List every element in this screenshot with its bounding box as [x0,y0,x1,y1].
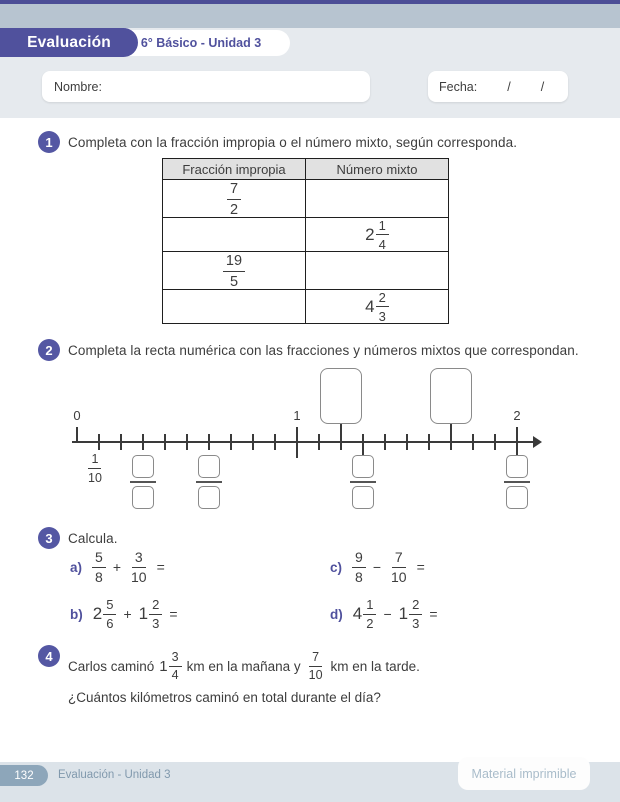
whole-number: 4 [365,296,375,316]
question-1-text: Completa con la fracción impropia o el número mixto, según corresponda. [68,135,518,150]
operator: + [123,606,132,622]
tick [384,434,386,450]
denominator: 10 [308,668,323,682]
tick [252,434,254,450]
fraction [376,291,389,323]
numerator: 1 [376,219,389,236]
date-separator: / [507,79,511,94]
footer-label: Evaluación - Unidad 3 [58,769,171,781]
grade-unit-label: 6° Básico - Unidad 3 [140,36,262,50]
tick [296,427,298,458]
numerator: 1 [363,598,376,615]
numerator: 7 [227,182,241,200]
question-3-text: Calcula. [68,531,118,546]
denominator: 6 [106,616,114,631]
question-4-number [38,645,60,667]
denominator: 2 [366,616,374,631]
text-segment: km en la mañana y [186,658,301,674]
tick [494,434,496,450]
denominator-box[interactable] [506,486,528,509]
numerator-box[interactable] [198,455,220,478]
question-1-number [38,131,60,153]
fraction-table [162,158,449,324]
numerator: 2 [149,598,162,615]
question-1-number-label: 1 [45,134,53,150]
number-line-figure [0,365,620,535]
mixed-number [353,598,377,630]
denominator: 4 [171,668,179,682]
denominator: 8 [355,569,363,585]
fraction [376,219,389,251]
tick [472,434,474,450]
column-header-mixed: Número mixto [306,159,449,180]
tick [208,434,210,450]
fraction-answer-pair [350,455,376,509]
numerator: 19 [223,254,245,272]
fraction [409,598,422,630]
question-4-text-line2: ¿Cuántos kilómetros caminó en total durante el día? [68,690,381,705]
top-band [0,4,620,28]
operator: − [372,559,381,575]
numerator-box[interactable] [132,455,154,478]
numerator: 3 [132,550,146,568]
item-label: d) [330,606,343,622]
equals-sign: = [416,559,425,575]
tick [362,434,364,456]
cell-improper-fraction [163,180,306,218]
fraction [149,598,162,630]
fraction [363,598,376,630]
grade-unit-pill [112,30,290,56]
numerator: 2 [376,291,389,308]
numerator: 5 [92,550,106,568]
date-label: Fecha: [439,79,478,94]
tick [164,434,166,450]
cell-answer-blank[interactable] [306,180,449,218]
fraction [388,550,410,584]
fraction-answer-pair [504,455,530,509]
tick [230,434,232,450]
numerator: 3 [169,651,182,667]
table-row [163,290,449,324]
cell-answer-blank[interactable] [306,252,449,290]
denominator: 3 [412,616,420,631]
page-number: 132 [14,769,34,782]
equals-sign: = [156,559,165,575]
mixed-number [365,219,389,251]
whole-number: 4 [352,604,363,623]
item-label: b) [70,606,83,622]
question-3-number [38,527,60,549]
tick [428,434,430,450]
numerator: 2 [409,598,422,615]
number-line-arrow [533,436,542,448]
cell-answer-blank[interactable] [163,218,306,252]
whole-number: 1 [398,604,409,623]
cell-improper-fraction [163,252,306,290]
question-3-number-label: 3 [45,530,53,546]
fraction-bar [130,481,156,483]
whole-number: 1 [159,657,168,675]
fraction-bar [504,481,530,483]
numerator: 7 [392,550,406,568]
calc-item-c [330,550,425,584]
denominator-box[interactable] [352,486,374,509]
numerator: 9 [352,550,366,568]
whole-number: 2 [92,604,103,623]
fraction-answer-pair [196,455,222,509]
evaluation-badge-label: Evaluación [27,33,111,51]
cell-mixed-number [306,218,449,252]
denominator: 4 [378,236,386,252]
fraction-answer-pair [130,455,156,509]
axis-label-2: 2 [513,408,521,423]
tick [98,434,100,450]
fraction [103,598,116,630]
tick [186,434,188,450]
operator: − [383,606,392,622]
tick [340,434,342,450]
material-tab-label: Material imprimible [471,766,577,781]
whole-number: 1 [138,604,149,623]
table-row [163,180,449,218]
answer-box-above[interactable] [320,368,362,424]
name-field[interactable] [42,71,370,102]
date-field[interactable] [428,71,568,102]
question-2-number-label: 2 [45,342,53,358]
item-label: a) [70,559,83,575]
mixed-number [365,291,389,323]
tick [516,427,518,458]
calc-item-b [70,598,178,630]
denominator: 10 [131,569,147,585]
name-label: Nombre: [54,79,102,94]
mixed-number [93,598,117,630]
table-header-row [163,159,449,180]
evaluation-badge [0,28,138,57]
fraction-bar [196,481,222,483]
operator: + [112,559,121,575]
numerator-box[interactable] [352,455,374,478]
tick [318,434,320,450]
table-row [163,218,449,252]
question-2-text: Completa la recta numérica con las fracciones y números mixtos que correspondan. [68,343,579,358]
material-tab [458,757,590,790]
mixed-number [399,598,423,630]
denominator: 3 [378,308,386,324]
denominator: 10 [88,470,102,485]
page-number-pill [0,765,48,786]
denominator: 3 [152,616,160,631]
calc-item-a [70,550,165,584]
mixed-number [159,651,181,682]
numerator-box[interactable] [506,455,528,478]
equals-sign: = [169,606,178,622]
unit-fraction-label [85,453,105,484]
cell-mixed-number [306,290,449,324]
calc-item-d [330,598,438,630]
tick [274,434,276,450]
fraction [92,550,106,584]
answer-box-above[interactable] [430,368,472,424]
denominator: 2 [229,201,239,218]
denominator-box[interactable] [132,486,154,509]
tick [120,434,122,450]
fraction [352,550,366,584]
question-2-number [38,339,60,361]
denominator: 8 [95,569,103,585]
tick [406,434,408,450]
whole-number: 2 [365,224,375,244]
axis-label-0: 0 [73,408,81,423]
axis-label-1: 1 [293,408,301,423]
tick [76,427,78,443]
fraction-bar [350,481,376,483]
fraction [223,254,245,289]
item-label: c) [330,559,343,575]
numerator: 5 [103,598,116,615]
tick [450,434,452,450]
question-4-text-line1 [68,646,420,686]
mixed-number [139,598,163,630]
table-row [163,252,449,290]
text-segment: km en la tarde. [330,658,420,674]
fraction [128,550,150,584]
denominator: 5 [229,273,239,290]
column-header-improper: Fracción impropia [163,159,306,180]
tick [142,434,144,450]
date-separator: / [540,79,545,94]
denominator-box[interactable] [198,486,220,509]
question-4-number-label: 4 [45,648,53,664]
text-segment: Carlos caminó [68,658,155,674]
numerator: 7 [309,651,322,667]
fraction [306,651,326,682]
equals-sign: = [429,606,438,622]
fraction [227,182,241,217]
denominator: 10 [391,569,407,585]
cell-answer-blank[interactable] [163,290,306,324]
numerator: 1 [88,453,101,469]
fraction [169,651,182,682]
